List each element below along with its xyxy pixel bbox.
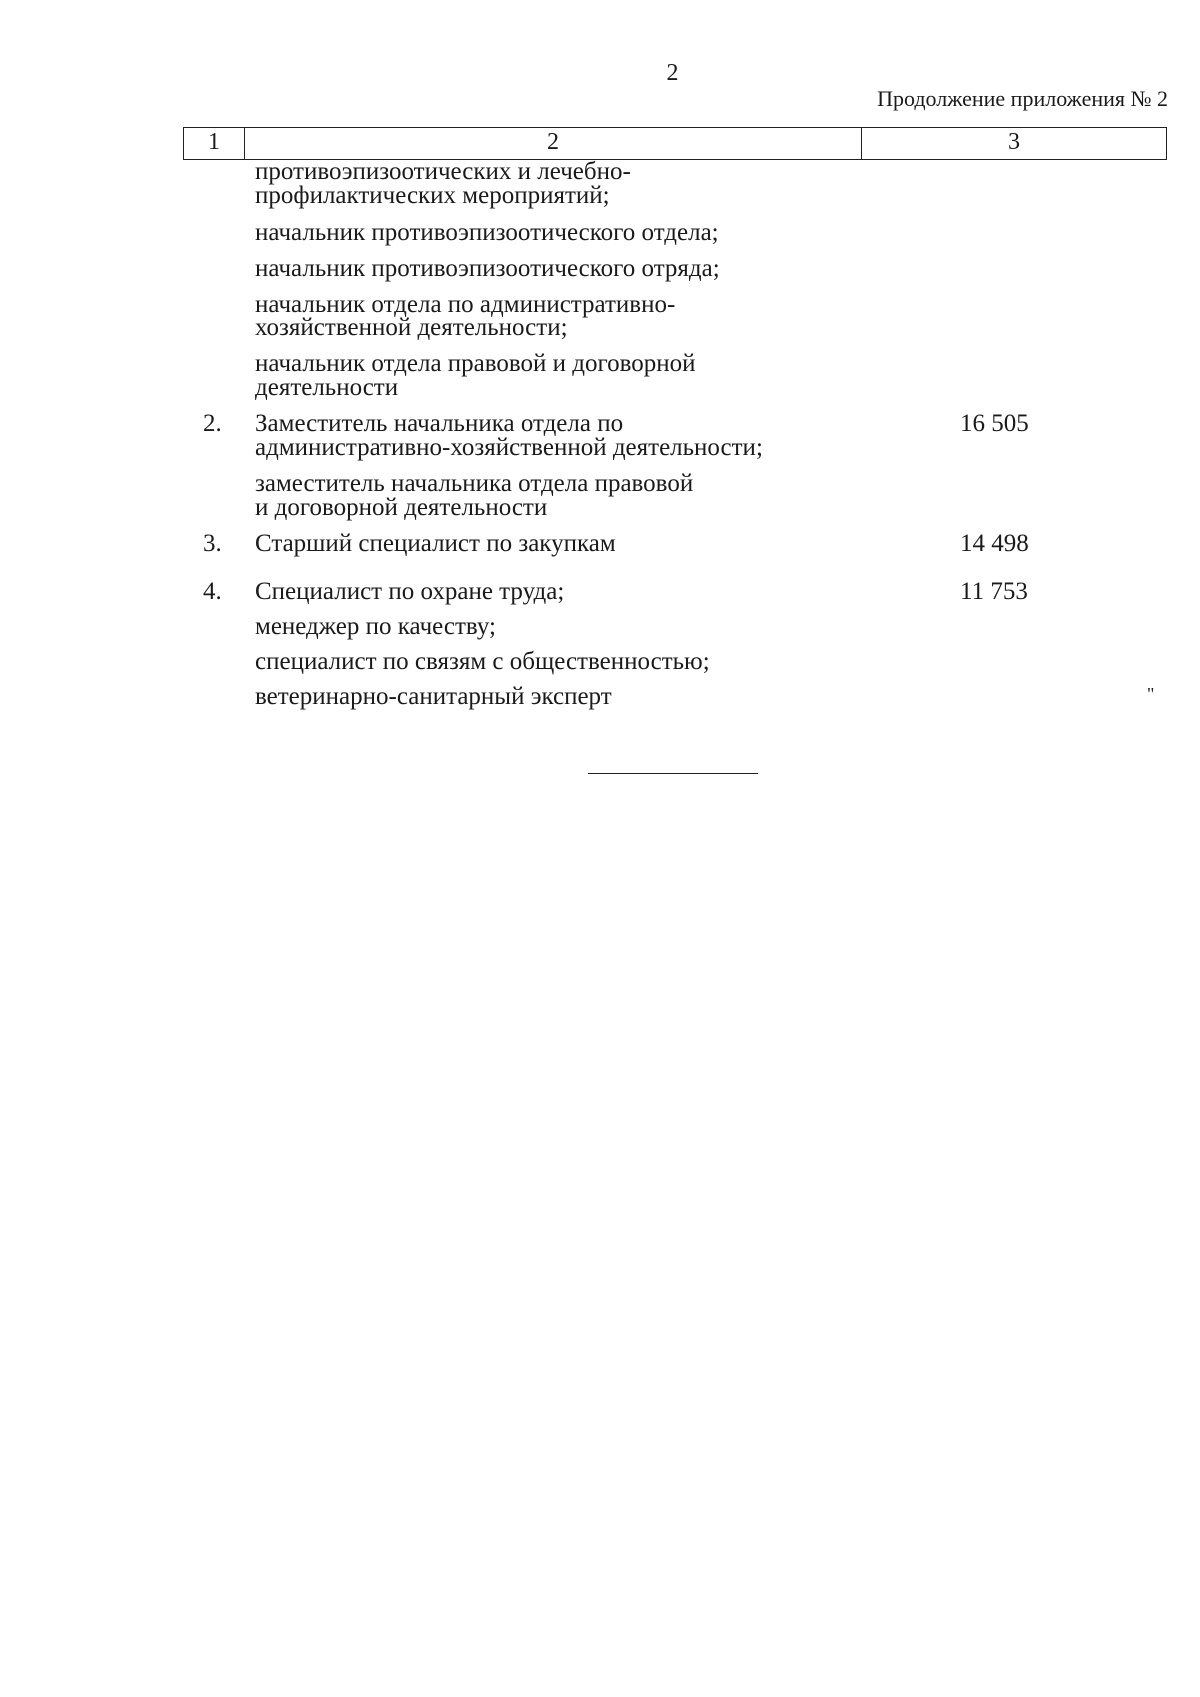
row-text: административно-хозяйственной деятельности; [255, 434, 763, 461]
table-header [183, 127, 1167, 160]
column-header-3: 3 [1008, 129, 1020, 155]
continued-line: противоэпизоотических и лечебно- [255, 158, 631, 185]
row-number: 2. [203, 410, 222, 437]
row-number: 4. [203, 578, 222, 605]
row-amount: 11 753 [960, 578, 1028, 605]
continued-line: начальник противоэпизоотического отдела; [255, 219, 719, 246]
row-text: менеджер по качеству; [255, 613, 496, 640]
continued-line: начальник отдела правовой и договорной [255, 350, 696, 377]
continued-line: хозяйственной деятельности; [255, 314, 568, 341]
column-header-2: 2 [245, 128, 862, 159]
row-text: ветеринарно-санитарный эксперт [255, 683, 612, 710]
row-number: 3. [203, 530, 222, 557]
column-header-1: 1 [184, 128, 245, 159]
end-divider [588, 773, 758, 774]
row-text: Старший специалист по закупкам [255, 530, 616, 557]
continuation-label: Продолжение приложения № 2 [877, 86, 1168, 111]
row-amount: 16 505 [960, 410, 1029, 437]
closing-quote: " [1147, 684, 1155, 704]
continued-line: профилактических мероприятий; [255, 182, 610, 209]
row-text: специалист по связям с общественностью; [255, 648, 710, 675]
continued-line: начальник отдела по административно- [255, 291, 676, 318]
row-text: заместитель начальника отдела правовой [255, 470, 694, 497]
row-text: Специалист по охране труда; [255, 578, 565, 605]
continued-line: деятельности [255, 374, 399, 401]
row-text: и договорной деятельности [255, 494, 548, 521]
row-amount: 14 498 [960, 530, 1029, 557]
continued-line: начальник противоэпизоотического отряда; [255, 255, 720, 282]
page-number: 2 [666, 60, 679, 86]
row-text: Заместитель начальника отдела по [255, 410, 624, 437]
